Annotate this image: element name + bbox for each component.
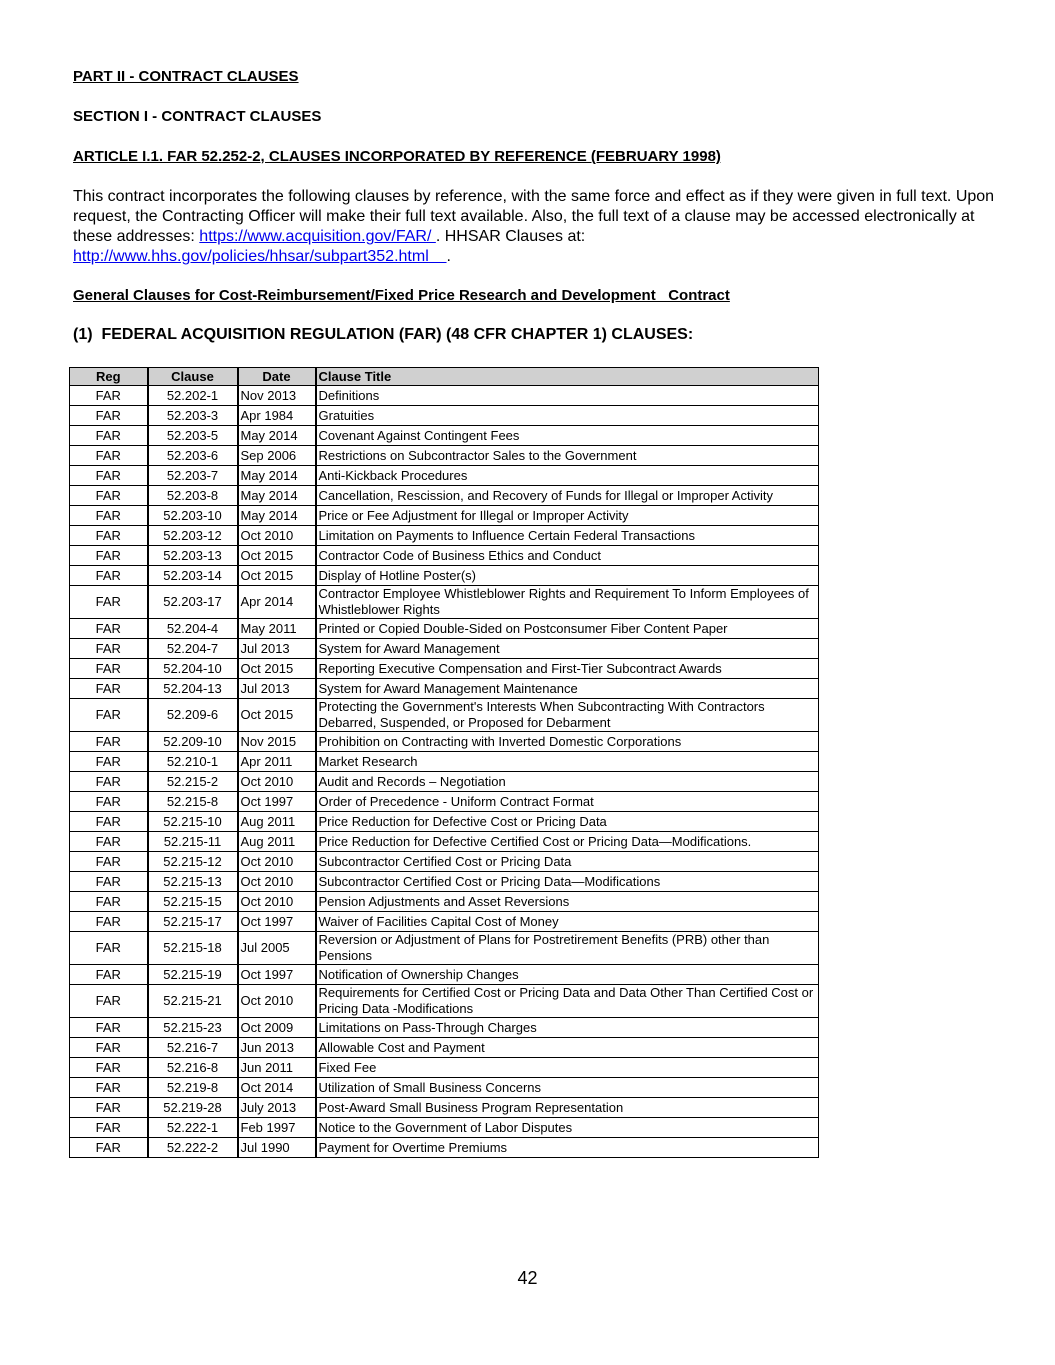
table-row xyxy=(70,732,819,752)
cell-clause: 52.203-7 xyxy=(148,466,238,486)
cell-clause: 52.204-4 xyxy=(148,619,238,639)
cell-title: Price or Fee Adjustment for Illegal or Improper Activity xyxy=(316,506,819,526)
table-row xyxy=(70,546,819,566)
article-heading: ARTICLE I.1. FAR 52.252-2, CLAUSES INCORPORATED BY REFERENCE (FEBRUARY 1998) xyxy=(73,148,721,165)
table-row xyxy=(70,852,819,872)
cell-title: System for Award Management xyxy=(316,639,819,659)
cell-clause: 52.215-23 xyxy=(148,1018,238,1038)
table-row xyxy=(70,426,819,446)
table-row xyxy=(70,386,819,406)
cell-title: Pension Adjustments and Asset Reversions xyxy=(316,892,819,912)
cell-title: Printed or Copied Double-Sided on Postconsumer Fiber Content Paper xyxy=(316,619,819,639)
table-row xyxy=(70,586,819,619)
cell-date: Oct 2014 xyxy=(238,1078,316,1098)
cell-date: Jun 2013 xyxy=(238,1038,316,1058)
cell-reg: FAR xyxy=(70,965,148,985)
table-row xyxy=(70,832,819,852)
header-title: Clause Title xyxy=(316,368,819,386)
cell-clause: 52.204-7 xyxy=(148,639,238,659)
cell-title: Limitations on Pass-Through Charges xyxy=(316,1018,819,1038)
cell-date: Nov 2015 xyxy=(238,732,316,752)
cell-title: Payment for Overtime Premiums xyxy=(316,1138,819,1158)
cell-date: Oct 2015 xyxy=(238,566,316,586)
cell-date: July 2013 xyxy=(238,1098,316,1118)
cell-clause: 52.209-10 xyxy=(148,732,238,752)
cell-clause: 52.216-7 xyxy=(148,1038,238,1058)
cell-date: Feb 1997 xyxy=(238,1118,316,1138)
cell-clause: 52.215-2 xyxy=(148,772,238,792)
cell-title: Anti-Kickback Procedures xyxy=(316,466,819,486)
cell-title: Contractor Employee Whistleblower Rights and Requirement To Inform Employees of Whistleblower Rights xyxy=(316,586,819,619)
table-row xyxy=(70,679,819,699)
cell-clause: 52.222-1 xyxy=(148,1118,238,1138)
cell-reg: FAR xyxy=(70,752,148,772)
cell-clause: 52.203-8 xyxy=(148,486,238,506)
cell-reg: FAR xyxy=(70,526,148,546)
cell-title: Covenant Against Contingent Fees xyxy=(316,426,819,446)
cell-clause: 52.222-2 xyxy=(148,1138,238,1158)
cell-title: Display of Hotline Poster(s) xyxy=(316,566,819,586)
cell-reg: FAR xyxy=(70,732,148,752)
header-date: Date xyxy=(238,368,316,386)
cell-date: Oct 2010 xyxy=(238,526,316,546)
cell-clause: 52.204-13 xyxy=(148,679,238,699)
cell-reg: FAR xyxy=(70,1038,148,1058)
cell-reg: FAR xyxy=(70,772,148,792)
page-number: 42 xyxy=(517,1268,538,1288)
cell-title: Subcontractor Certified Cost or Pricing Data—Modifications xyxy=(316,872,819,892)
cell-clause: 52.204-10 xyxy=(148,659,238,679)
cell-reg: FAR xyxy=(70,1098,148,1118)
cell-title: Contractor Code of Business Ethics and Conduct xyxy=(316,546,819,566)
cell-title: Reporting Executive Compensation and First-Tier Subcontract Awards xyxy=(316,659,819,679)
cell-date: Nov 2013 xyxy=(238,386,316,406)
cell-date: Jun 2011 xyxy=(238,1058,316,1078)
cell-title: Restrictions on Subcontractor Sales to the Government xyxy=(316,446,819,466)
table-row xyxy=(70,406,819,426)
cell-reg: FAR xyxy=(70,912,148,932)
cell-date: Jul 2005 xyxy=(238,932,316,965)
cell-clause: 52.215-17 xyxy=(148,912,238,932)
cell-title: Limitation on Payments to Influence Certain Federal Transactions xyxy=(316,526,819,546)
table-row xyxy=(70,772,819,792)
part-heading: PART II - CONTRACT CLAUSES xyxy=(73,68,299,85)
cell-reg: FAR xyxy=(70,619,148,639)
cell-title: Price Reduction for Defective Certified Cost or Pricing Data—Modifications. xyxy=(316,832,819,852)
cell-date: Oct 2010 xyxy=(238,772,316,792)
cell-date: Aug 2011 xyxy=(238,832,316,852)
table-row xyxy=(70,1058,819,1078)
general-clauses-heading: General Clauses for Cost-Reimbursement/Fixed Price Research and Development Contract xyxy=(73,287,730,304)
cell-reg: FAR xyxy=(70,892,148,912)
cell-clause: 52.203-14 xyxy=(148,566,238,586)
cell-reg: FAR xyxy=(70,812,148,832)
header-clause: Clause xyxy=(148,368,238,386)
cell-reg: FAR xyxy=(70,486,148,506)
table-row xyxy=(70,1038,819,1058)
cell-reg: FAR xyxy=(70,1138,148,1158)
table-row xyxy=(70,526,819,546)
cell-date: May 2011 xyxy=(238,619,316,639)
cell-clause: 52.203-6 xyxy=(148,446,238,466)
cell-reg: FAR xyxy=(70,406,148,426)
table-row xyxy=(70,1118,819,1138)
cell-reg: FAR xyxy=(70,832,148,852)
table-row xyxy=(70,812,819,832)
cell-reg: FAR xyxy=(70,1118,148,1138)
cell-clause: 52.219-28 xyxy=(148,1098,238,1118)
cell-date: Oct 2010 xyxy=(238,852,316,872)
cell-clause: 52.215-19 xyxy=(148,965,238,985)
table-row xyxy=(70,639,819,659)
clauses-table xyxy=(69,367,819,1158)
far-link[interactable]: https://www.acquisition.gov/FAR/ xyxy=(199,228,436,245)
cell-reg: FAR xyxy=(70,586,148,619)
cell-reg: FAR xyxy=(70,932,148,965)
cell-date: Sep 2006 xyxy=(238,446,316,466)
table-row xyxy=(70,892,819,912)
cell-date: May 2014 xyxy=(238,466,316,486)
cell-date: Jul 2013 xyxy=(238,679,316,699)
cell-reg: FAR xyxy=(70,566,148,586)
table-row xyxy=(70,1098,819,1118)
cell-reg: FAR xyxy=(70,659,148,679)
cell-date: Oct 2015 xyxy=(238,546,316,566)
table-row xyxy=(70,446,819,466)
cell-clause: 52.203-17 xyxy=(148,586,238,619)
cell-reg: FAR xyxy=(70,985,148,1018)
cell-clause: 52.203-3 xyxy=(148,406,238,426)
cell-date: Oct 1997 xyxy=(238,792,316,812)
cell-title: Price Reduction for Defective Cost or Pricing Data xyxy=(316,812,819,832)
table-row xyxy=(70,912,819,932)
table-row xyxy=(70,872,819,892)
cell-clause: 52.202-1 xyxy=(148,386,238,406)
cell-date: Oct 2010 xyxy=(238,892,316,912)
cell-title: Waiver of Facilities Capital Cost of Money xyxy=(316,912,819,932)
cell-clause: 52.215-18 xyxy=(148,932,238,965)
cell-title: Prohibition on Contracting with Inverted Domestic Corporations xyxy=(316,732,819,752)
cell-reg: FAR xyxy=(70,1018,148,1038)
cell-date: Oct 2009 xyxy=(238,1018,316,1038)
table-row xyxy=(70,932,819,965)
cell-reg: FAR xyxy=(70,386,148,406)
far-heading: (1) FEDERAL ACQUISITION REGULATION (FAR) (48 CFR CHAPTER 1) CLAUSES: xyxy=(73,326,694,343)
cell-date: Jul 1990 xyxy=(238,1138,316,1158)
cell-clause: 52.203-13 xyxy=(148,546,238,566)
table-row xyxy=(70,699,819,732)
cell-title: System for Award Management Maintenance xyxy=(316,679,819,699)
cell-clause: 52.215-21 xyxy=(148,985,238,1018)
cell-clause: 52.215-13 xyxy=(148,872,238,892)
cell-clause: 52.210-1 xyxy=(148,752,238,772)
cell-clause: 52.215-15 xyxy=(148,892,238,912)
cell-title: Order of Precedence - Uniform Contract Format xyxy=(316,792,819,812)
cell-reg: FAR xyxy=(70,679,148,699)
cell-title: Post-Award Small Business Program Representation xyxy=(316,1098,819,1118)
cell-date: Oct 1997 xyxy=(238,965,316,985)
table-row xyxy=(70,466,819,486)
table-row xyxy=(70,566,819,586)
cell-title: Fixed Fee xyxy=(316,1058,819,1078)
cell-clause: 52.203-12 xyxy=(148,526,238,546)
table-row xyxy=(70,792,819,812)
cell-reg: FAR xyxy=(70,639,148,659)
table-header-row xyxy=(70,368,819,386)
cell-reg: FAR xyxy=(70,506,148,526)
cell-title: Notification of Ownership Changes xyxy=(316,965,819,985)
cell-date: May 2014 xyxy=(238,486,316,506)
cell-reg: FAR xyxy=(70,446,148,466)
cell-title: Allowable Cost and Payment xyxy=(316,1038,819,1058)
intro-text: . HHSAR Clauses at: xyxy=(435,228,586,245)
cell-title: Utilization of Small Business Concerns xyxy=(316,1078,819,1098)
table-row xyxy=(70,486,819,506)
cell-date: Oct 1997 xyxy=(238,912,316,932)
intro-text: This contract incorporates the following clauses by reference, with the same force and effect as if they were given in full text. Upon request, the Contracting Officer will make their full text available. Also, the full text of a clause may be accessed electronically at these addresses: xyxy=(73,188,995,245)
cell-reg: FAR xyxy=(70,872,148,892)
cell-title: Audit and Records – Negotiation xyxy=(316,772,819,792)
cell-reg: FAR xyxy=(70,1078,148,1098)
cell-title: Market Research xyxy=(316,752,819,772)
table-row xyxy=(70,1018,819,1038)
cell-title: Notice to the Government of Labor Disputes xyxy=(316,1118,819,1138)
cell-clause: 52.215-12 xyxy=(148,852,238,872)
cell-reg: FAR xyxy=(70,852,148,872)
cell-title: Subcontractor Certified Cost or Pricing Data xyxy=(316,852,819,872)
table-row xyxy=(70,985,819,1018)
cell-title: Reversion or Adjustment of Plans for Postretirement Benefits (PRB) other than Pensions xyxy=(316,932,819,965)
cell-title: Cancellation, Rescission, and Recovery of Funds for Illegal or Improper Activity xyxy=(316,486,819,506)
table-row xyxy=(70,619,819,639)
table-row xyxy=(70,506,819,526)
cell-date: Apr 2011 xyxy=(238,752,316,772)
intro-text: . xyxy=(446,248,451,265)
cell-clause: 52.209-6 xyxy=(148,699,238,732)
cell-clause: 52.219-8 xyxy=(148,1078,238,1098)
cell-title: Protecting the Government's Interests When Subcontracting With Contractors Debarred, Suspended, or Proposed for Debarment xyxy=(316,699,819,732)
hhsar-link[interactable]: http://www.hhs.gov/policies/hhsar/subpart352.html xyxy=(73,248,447,265)
table-row xyxy=(70,1138,819,1158)
cell-title: Requirements for Certified Cost or Pricing Data and Data Other Than Certified Cost or Pricing Data -Modifications xyxy=(316,985,819,1018)
cell-date: Oct 2010 xyxy=(238,985,316,1018)
cell-clause: 52.215-8 xyxy=(148,792,238,812)
cell-title: Gratuities xyxy=(316,406,819,426)
cell-title: Definitions xyxy=(316,386,819,406)
cell-date: May 2014 xyxy=(238,506,316,526)
cell-date: Oct 2015 xyxy=(238,659,316,679)
cell-clause: 52.215-11 xyxy=(148,832,238,852)
cell-clause: 52.203-5 xyxy=(148,426,238,446)
table-row xyxy=(70,965,819,985)
table-row xyxy=(70,1078,819,1098)
table-row xyxy=(70,752,819,772)
cell-reg: FAR xyxy=(70,699,148,732)
cell-date: Oct 2015 xyxy=(238,699,316,732)
cell-clause: 52.215-10 xyxy=(148,812,238,832)
cell-date: Oct 2010 xyxy=(238,872,316,892)
table-row xyxy=(70,659,819,679)
cell-reg: FAR xyxy=(70,1058,148,1078)
cell-date: Apr 2014 xyxy=(238,586,316,619)
intro-paragraph xyxy=(73,187,1003,267)
cell-date: Jul 2013 xyxy=(238,639,316,659)
cell-date: Apr 1984 xyxy=(238,406,316,426)
cell-reg: FAR xyxy=(70,426,148,446)
cell-date: May 2014 xyxy=(238,426,316,446)
cell-reg: FAR xyxy=(70,546,148,566)
cell-date: Aug 2011 xyxy=(238,812,316,832)
cell-reg: FAR xyxy=(70,792,148,812)
header-reg: Reg xyxy=(70,368,148,386)
cell-clause: 52.216-8 xyxy=(148,1058,238,1078)
section-heading: SECTION I - CONTRACT CLAUSES xyxy=(73,108,322,125)
cell-reg: FAR xyxy=(70,466,148,486)
cell-clause: 52.203-10 xyxy=(148,506,238,526)
